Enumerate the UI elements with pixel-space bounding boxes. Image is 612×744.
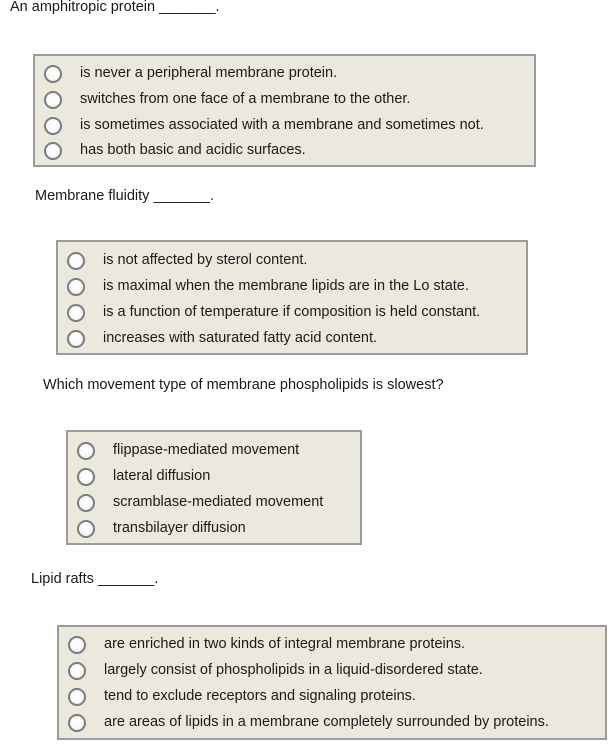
option-label[interactable]: has both basic and acidic surfaces. bbox=[80, 142, 306, 158]
radio-button[interactable] bbox=[77, 442, 95, 460]
question-4-prompt: Lipid rafts _______. bbox=[31, 571, 159, 587]
option-label[interactable]: are areas of lipids in a membrane completely surrounded by proteins. bbox=[104, 714, 549, 730]
option-label[interactable]: is maximal when the membrane lipids are in the Lo state. bbox=[103, 278, 469, 294]
option-label[interactable]: is a function of temperature if composition is held constant. bbox=[103, 304, 481, 320]
option-label[interactable]: is never a peripheral membrane protein. bbox=[80, 65, 338, 81]
option-label[interactable]: tend to exclude receptors and signaling proteins. bbox=[104, 688, 416, 704]
radio-button[interactable] bbox=[44, 65, 62, 83]
question-1-prompt: An amphitropic protein _______. bbox=[10, 0, 220, 15]
question-4-option-4[interactable] bbox=[59, 710, 605, 736]
radio-button[interactable] bbox=[68, 636, 86, 654]
question-2-option-1[interactable] bbox=[58, 248, 526, 274]
radio-button[interactable] bbox=[77, 468, 95, 486]
radio-button[interactable] bbox=[44, 142, 62, 160]
radio-button[interactable] bbox=[68, 714, 86, 732]
radio-button[interactable] bbox=[44, 91, 62, 109]
radio-button[interactable] bbox=[68, 688, 86, 706]
question-2-option-4[interactable] bbox=[58, 326, 526, 352]
question-4-option-1[interactable] bbox=[59, 632, 605, 658]
question-1-option-2[interactable] bbox=[35, 87, 534, 113]
question-1-option-3[interactable] bbox=[35, 113, 534, 139]
radio-button[interactable] bbox=[67, 278, 85, 296]
question-3-prompt: Which movement type of membrane phospholipids is slowest? bbox=[43, 377, 444, 393]
question-3-options bbox=[66, 430, 362, 545]
question-3-option-3[interactable] bbox=[68, 490, 360, 516]
radio-button[interactable] bbox=[68, 662, 86, 680]
question-4-options bbox=[57, 625, 607, 740]
question-4-option-3[interactable] bbox=[59, 684, 605, 710]
question-2-option-3[interactable] bbox=[58, 300, 526, 326]
radio-button[interactable] bbox=[67, 330, 85, 348]
option-label[interactable]: lateral diffusion bbox=[113, 468, 211, 484]
question-3-option-1[interactable] bbox=[68, 438, 360, 464]
question-1-option-4[interactable] bbox=[35, 138, 534, 164]
question-2-prompt: Membrane fluidity _______. bbox=[35, 188, 214, 204]
radio-button[interactable] bbox=[67, 304, 85, 322]
radio-button[interactable] bbox=[67, 252, 85, 270]
radio-button[interactable] bbox=[77, 520, 95, 538]
option-label[interactable]: increases with saturated fatty acid content. bbox=[103, 330, 378, 346]
question-4-option-2[interactable] bbox=[59, 658, 605, 684]
radio-button[interactable] bbox=[44, 117, 62, 135]
question-3-option-4[interactable] bbox=[68, 516, 360, 542]
question-1-options bbox=[33, 54, 536, 167]
question-1-option-1[interactable] bbox=[35, 61, 534, 87]
radio-button[interactable] bbox=[77, 494, 95, 512]
option-label[interactable]: switches from one face of a membrane to the other. bbox=[80, 91, 411, 107]
option-label[interactable]: is not affected by sterol content. bbox=[103, 252, 308, 268]
option-label[interactable]: transbilayer diffusion bbox=[113, 520, 246, 536]
option-label[interactable]: scramblase-mediated movement bbox=[113, 494, 324, 510]
question-2-options bbox=[56, 240, 528, 355]
question-2-option-2[interactable] bbox=[58, 274, 526, 300]
option-label[interactable]: are enriched in two kinds of integral membrane proteins. bbox=[104, 636, 466, 652]
question-3-option-2[interactable] bbox=[68, 464, 360, 490]
option-label[interactable]: is sometimes associated with a membrane and sometimes not. bbox=[80, 117, 484, 133]
option-label[interactable]: flippase-mediated movement bbox=[113, 442, 300, 458]
option-label[interactable]: largely consist of phospholipids in a liquid-disordered state. bbox=[104, 662, 483, 678]
